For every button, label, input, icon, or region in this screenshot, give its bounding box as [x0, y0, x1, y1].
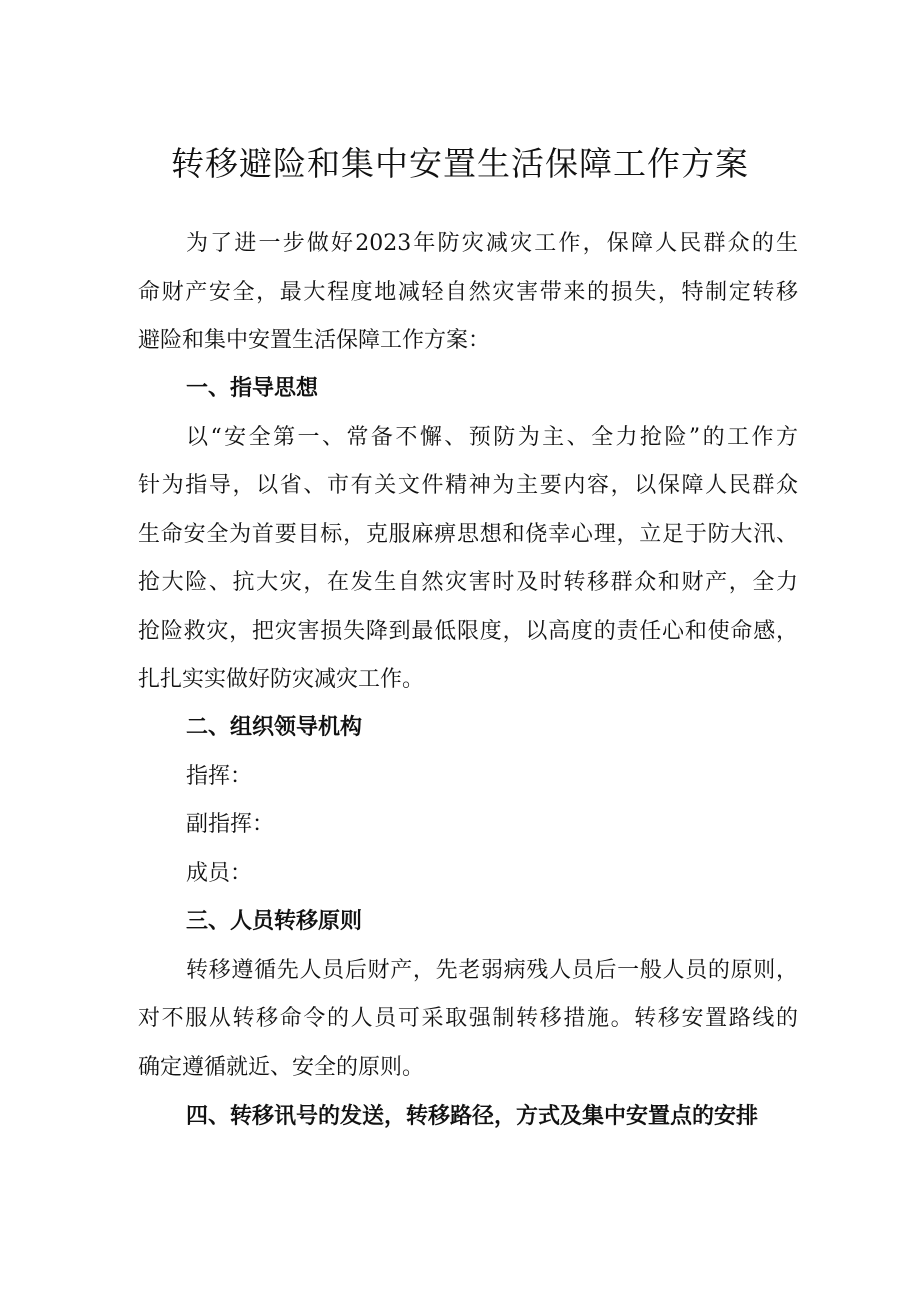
- section-4-heading: 四、转移讯号的发送，转移路径，方式及集中安置点的安排: [186, 1104, 759, 1129]
- section-3-line-1: 转移遵循先人员后财产，先老弱病残人员后一般人员的原则，: [186, 958, 798, 983]
- intro-line-1: 为了进一步做好2023年防灾减灾工作，保障人民群众的生: [186, 231, 798, 256]
- intro-line-3: 避险和集中安置生活保障工作方案：: [138, 328, 491, 353]
- section-2-heading: 二、组织领导机构: [186, 715, 363, 740]
- intro-line-2: 命财产安全，最大程度地减轻自然灾害带来的损失，特制定转移: [138, 280, 798, 305]
- deputy-commander-label: 副指挥：: [186, 812, 275, 837]
- section-1-line-1: 以“安全第一、常备不懈、预防为主、全力抢险”的工作方: [186, 425, 798, 450]
- section-1-line-3: 生命安全为首要目标，克服麻痹思想和侥幸心理，立足于防大汛、: [138, 522, 798, 547]
- members-label: 成员：: [186, 861, 253, 886]
- commander-label: 指挥：: [186, 764, 253, 789]
- section-1-line-2: 针为指导，以省、市有关文件精神为主要内容，以保障人民群众: [138, 473, 798, 498]
- section-1-heading: 一、指导思想: [186, 376, 319, 401]
- document-title: 转移避险和集中安置生活保障工作方案: [171, 144, 749, 183]
- section-3-heading: 三、人员转移原则: [186, 909, 363, 934]
- section-1-line-5: 抢险救灾，把灾害损失降到最低限度，以高度的责任心和使命感，: [138, 619, 798, 644]
- section-1-line-6: 扎扎实实做好防灾减灾工作。: [138, 667, 425, 692]
- section-1-line-4: 抢大险、抗大灾，在发生自然灾害时及时转移群众和财产，全力: [138, 570, 798, 595]
- section-3-line-3: 确定遵循就近、安全的原则。: [138, 1055, 425, 1080]
- section-3-line-2: 对不服从转移命令的人员可采取强制转移措施。转移安置路线的: [138, 1006, 798, 1031]
